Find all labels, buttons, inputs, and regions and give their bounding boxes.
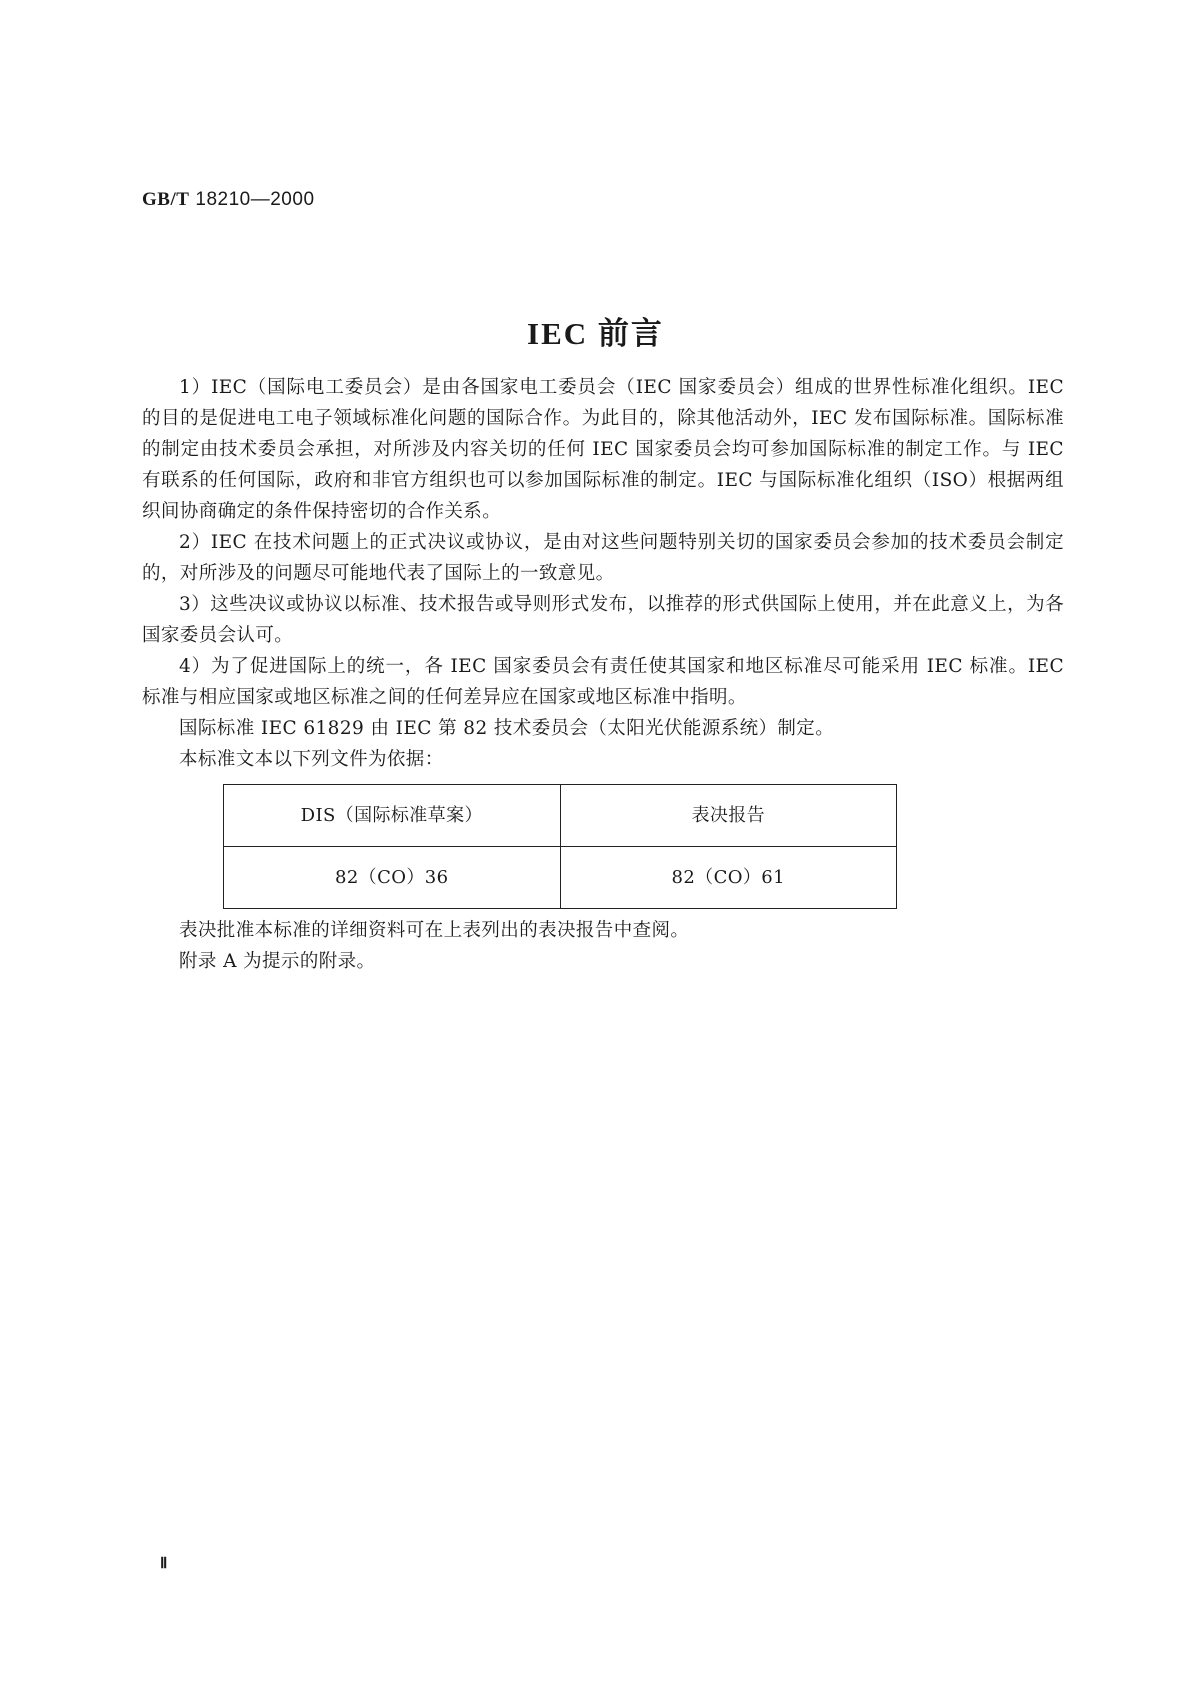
page-number: Ⅱ <box>160 1556 168 1572</box>
table-header-row <box>224 785 897 847</box>
paragraph-6: 本标准文本以下列文件为依据： <box>179 749 444 770</box>
paragraph-4: 4）为了促进国际上的统一，各 IEC 国家委员会有责任使其国家和地区标准尽可能采用 IEC 标准。IEC 标准与相应国家或地区标准之间的任何差异应在国家或地区标准中指明。 <box>142 656 1064 708</box>
body-text <box>142 372 1064 977</box>
table-row <box>224 847 897 909</box>
paragraph-8: 附录 A 为提示的附录。 <box>179 951 376 972</box>
page-title: IEC 前言 <box>527 316 664 351</box>
paragraph-1: 1）IEC（国际电工委员会）是由各国家电工委员会（IEC 国家委员会）组成的世界性标准化组织。IEC 的目的是促进电工电子领域标准化问题的国际合作。为此目的，除其他活动外，IEC 发布国际标准。国际标准的制定由技术委员会承担，对所涉及内容关切的任何 IEC 国家委员会均可参加国际标准的制定工作。与 IEC 有联系的任何国际，政府和非官方组织也可以参加国际标准的制定。IEC 与国际标准化组织（ISO）根据两组织间协商确定的条件保持密切的合作关系。 <box>142 377 1064 522</box>
paragraph-7: 表决批准本标准的详细资料可在上表列出的表决报告中查阅。 <box>179 920 690 941</box>
table-header-cell-dis: DIS（国际标准草案） <box>224 785 561 847</box>
document-header <box>142 188 315 211</box>
paragraph-3: 3）这些决议或协议以标准、技术报告或导则形式发布，以推荐的形式供国际上使用，并在此意义上，为各国家委员会认可。 <box>142 594 1064 646</box>
table-header-cell-vote-report: 表决报告 <box>560 785 897 847</box>
paragraph-2: 2）IEC 在技术问题上的正式决议或协议，是由对这些问题特别关切的国家委员会参加的技术委员会制定的，对所涉及的问题尽可能地代表了国际上的一致意见。 <box>142 532 1064 584</box>
standard-prefix: GB/T <box>142 189 190 210</box>
standard-number: 18210—2000 <box>195 189 315 210</box>
paragraph-5: 国际标准 IEC 61829 由 IEC 第 82 技术委员会（太阳光伏能源系统）制定。 <box>179 718 835 739</box>
table-cell-dis: 82（CO）36 <box>224 847 561 909</box>
document-basis-table <box>223 784 897 909</box>
table-cell-vote-report: 82（CO）61 <box>560 847 897 909</box>
